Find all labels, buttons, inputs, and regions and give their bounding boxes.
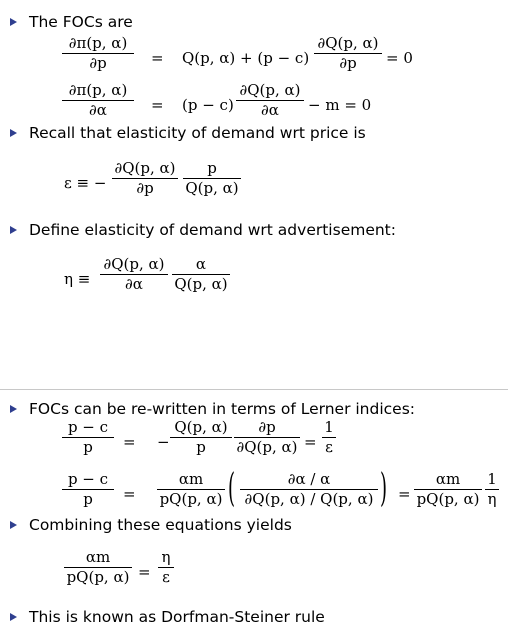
equals-sign: = — [123, 485, 136, 503]
denominator: p — [83, 438, 93, 456]
fraction — [414, 470, 482, 509]
bullet-item — [10, 608, 325, 626]
denominator: p — [196, 438, 206, 456]
denominator: ∂Q(p, α) / Q(p, α) — [244, 490, 374, 508]
denominator: ∂α — [261, 101, 279, 119]
slide-divider — [0, 389, 508, 390]
equals-sign: = — [304, 433, 317, 451]
bullet-item — [10, 221, 396, 239]
equals-sign: = — [138, 563, 151, 581]
math-expression: (p − c) — [182, 96, 234, 114]
bullet-triangle-icon — [10, 226, 17, 234]
numerator: η — [161, 548, 171, 566]
numerator: αm — [435, 470, 461, 488]
equals-sign: = — [123, 433, 136, 451]
bullet-item — [10, 400, 415, 418]
bullet-text: This is known as Dorfman-Steiner rule — [29, 608, 325, 626]
fraction — [158, 548, 174, 587]
bullet-triangle-icon — [10, 18, 17, 26]
numerator: p − c — [67, 470, 109, 488]
numerator: p — [207, 159, 217, 177]
fraction — [172, 255, 230, 294]
numerator: ∂Q(p, α) — [103, 255, 165, 273]
fraction — [112, 159, 178, 198]
equals-sign: = — [151, 96, 164, 114]
denominator: pQ(p, α) — [416, 490, 480, 508]
bullet-triangle-icon — [10, 405, 17, 413]
fraction — [64, 548, 132, 587]
math-expression: ε ≡ − — [64, 174, 107, 192]
math-expression: η ≡ — [64, 270, 91, 288]
numerator: ∂Q(p, α) — [317, 34, 379, 52]
numerator: αm — [178, 470, 204, 488]
fraction — [183, 159, 241, 198]
fraction — [485, 470, 499, 509]
left-parenthesis: ( — [228, 464, 236, 512]
slide-2 — [0, 392, 508, 640]
math-expression: = 0 — [386, 49, 413, 67]
denominator: ∂p — [89, 54, 107, 72]
equals-sign: = — [151, 49, 164, 67]
numerator: ∂Q(p, α) — [114, 159, 176, 177]
math-expression: − m = 0 — [308, 96, 372, 114]
denominator: pQ(p, α) — [66, 568, 130, 586]
bullet-text: The FOCs are — [29, 13, 133, 31]
bullet-text: FOCs can be re-written in terms of Lerner indices: — [29, 400, 416, 418]
fraction — [100, 255, 168, 294]
bullet-text: Define elasticity of demand wrt advertisement: — [29, 221, 396, 239]
math-expression: Q(p, α) + (p − c) — [182, 49, 310, 67]
fraction — [62, 418, 114, 457]
fraction — [314, 34, 382, 73]
numerator: ∂p — [258, 418, 276, 436]
numerator: ∂π(p, α) — [68, 34, 128, 52]
numerator: ∂Q(p, α) — [239, 81, 301, 99]
denominator: ε — [325, 438, 333, 456]
bullet-triangle-icon — [10, 521, 17, 529]
bullet-text: Recall that elasticity of demand wrt price is — [29, 124, 366, 142]
numerator: α — [195, 255, 207, 273]
minus-sign: − — [157, 433, 170, 451]
fraction — [170, 418, 232, 457]
bullet-triangle-icon — [10, 613, 17, 621]
fraction — [240, 470, 378, 509]
denominator: ∂α — [125, 275, 143, 293]
denominator: ∂Q(p, α) — [236, 438, 298, 456]
numerator: Q(p, α) — [174, 418, 228, 436]
denominator: ε — [162, 568, 170, 586]
denominator: pQ(p, α) — [159, 490, 223, 508]
fraction — [62, 81, 134, 120]
bullet-triangle-icon — [10, 129, 17, 137]
numerator: ∂π(p, α) — [68, 81, 128, 99]
numerator: p − c — [67, 418, 109, 436]
denominator: ∂p — [339, 54, 357, 72]
numerator: αm — [85, 548, 111, 566]
bullet-text: Combining these equations yields — [29, 516, 292, 534]
fraction — [322, 418, 336, 457]
denominator: η — [487, 490, 497, 508]
equals-sign: = — [398, 485, 411, 503]
denominator: Q(p, α) — [185, 179, 239, 197]
bullet-item — [10, 124, 366, 142]
bullet-item — [10, 13, 133, 31]
denominator: ∂p — [136, 179, 154, 197]
denominator: Q(p, α) — [174, 275, 228, 293]
denominator: p — [83, 490, 93, 508]
bullet-item — [10, 516, 292, 534]
numerator: 1 — [324, 418, 334, 436]
fraction — [234, 418, 300, 457]
numerator: ∂α / α — [287, 470, 331, 488]
numerator: 1 — [487, 470, 497, 488]
denominator: ∂α — [89, 101, 107, 119]
right-parenthesis: ) — [380, 464, 388, 512]
fraction — [157, 470, 225, 509]
fraction — [62, 34, 134, 73]
fraction — [62, 470, 114, 509]
fraction — [236, 81, 304, 120]
